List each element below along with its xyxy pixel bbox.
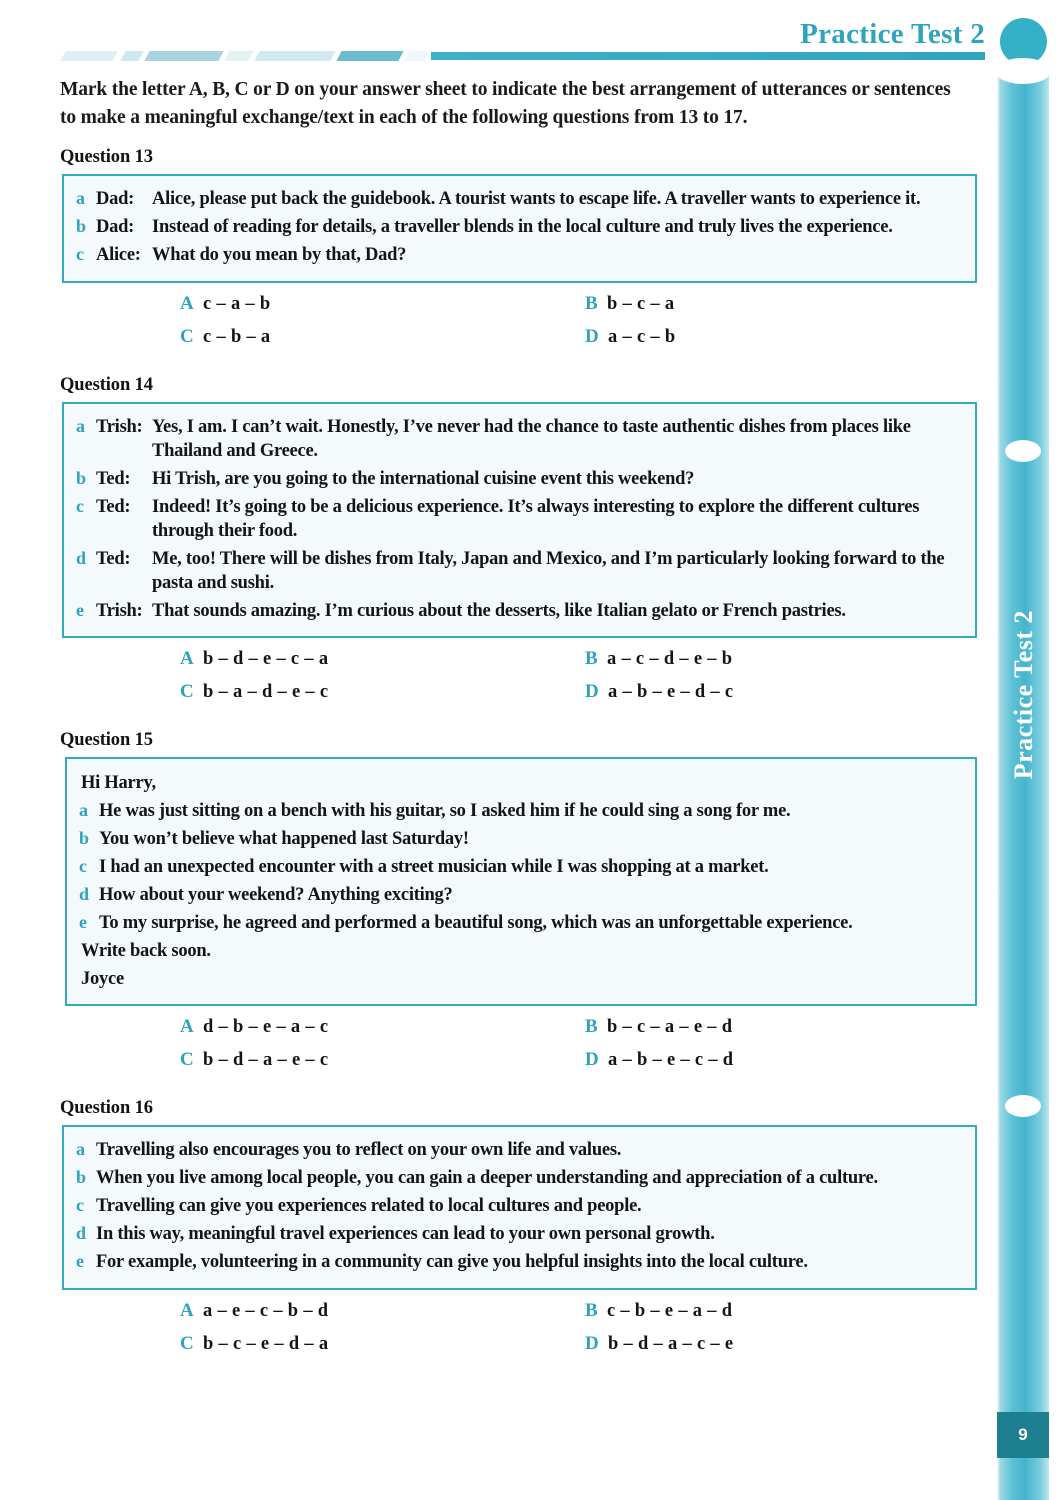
- answer-option-a[interactable]: [180, 648, 585, 681]
- utterance-text: For example, volunteering in a community can give you helpful insights into the local culture.: [96, 1252, 808, 1273]
- utterance-row: [76, 215, 961, 239]
- page-side-tab: [997, 0, 1049, 1500]
- question-box-16: [62, 1125, 977, 1289]
- utterance-row: [76, 1138, 961, 1162]
- utterance-row: [76, 467, 961, 491]
- main-content: [60, 76, 985, 1366]
- utterance-letter: e: [79, 912, 87, 933]
- answer-option-b[interactable]: [585, 1300, 990, 1333]
- answer-option-d[interactable]: [585, 1049, 990, 1082]
- utterance-text: Yes, I am. I can’t wait. Honestly, I’ve never had the chance to taste authentic dishes from places like Thailand and Greece.: [152, 416, 911, 461]
- sidebar-oval-icon-1: [1005, 440, 1041, 462]
- option-value: b – d – a – e – c: [203, 1050, 329, 1071]
- utterance-row: [76, 1166, 961, 1190]
- utterance-letter: d: [76, 1223, 86, 1244]
- option-key: D: [585, 1332, 600, 1354]
- option-value: a – e – c – b – d: [203, 1300, 329, 1321]
- header-decorative-rule: [63, 51, 985, 61]
- option-key: D: [585, 680, 600, 702]
- utterance-row: [79, 827, 961, 851]
- option-value: c – a – b: [203, 293, 271, 314]
- utterance-speaker: Ted:: [96, 548, 131, 569]
- utterance-row: [76, 1250, 961, 1274]
- answer-option-a[interactable]: [180, 1016, 585, 1049]
- letter-signature: Joyce: [81, 969, 124, 990]
- option-value: a – c – d – e – b: [606, 648, 733, 669]
- utterance-text: That sounds amazing. I’m curious about the desserts, like Italian gelato or French pastries.: [152, 600, 846, 621]
- option-key: C: [180, 680, 195, 702]
- option-value: d – b – e – a – c: [203, 1017, 329, 1038]
- question-box-15: [65, 757, 977, 1006]
- answer-options-16: [60, 1300, 975, 1366]
- instruction-paragraph: Mark the letter A, B, C or D on your answer sheet to indicate the best arrangement of utterances or sentences to make a meaningful exchange/text in each of the following questions from 13 to 17.: [60, 79, 951, 128]
- utterance-letter: b: [76, 216, 86, 237]
- answer-option-b[interactable]: [585, 648, 990, 681]
- utterance-speaker: Dad:: [96, 217, 135, 238]
- answer-option-d[interactable]: [585, 326, 990, 359]
- utterance-text: In this way, meaningful travel experiences can lead to your own personal growth.: [96, 1224, 715, 1245]
- utterance-letter: b: [76, 467, 86, 488]
- answer-option-c[interactable]: [180, 681, 585, 714]
- answer-options-14: [60, 648, 975, 714]
- utterance-row: [76, 495, 961, 543]
- utterance-text: What do you mean by that, Dad?: [152, 245, 407, 266]
- option-value: b – a – d – e – c: [203, 681, 329, 702]
- utterance-letter: b: [76, 1167, 86, 1188]
- utterance-row: [76, 599, 961, 623]
- page-number-badge: 9: [997, 1412, 1049, 1458]
- sidebar-top-notch: [995, 58, 1051, 84]
- utterance-text: Hi Trish, are you going to the international cuisine event this weekend?: [152, 468, 695, 489]
- utterance-row: [79, 799, 961, 823]
- option-value: b – d – a – c – e: [608, 1333, 734, 1354]
- sidebar-gradient-bar: [997, 66, 1049, 1500]
- option-key: A: [180, 1016, 195, 1038]
- utterance-text: Indeed! It’s going to be a delicious experience. It’s always interesting to explore the different cultures through their food.: [152, 496, 920, 541]
- utterance-letter: c: [79, 856, 87, 877]
- utterance-letter: d: [79, 884, 89, 905]
- utterance-letter: a: [76, 415, 85, 436]
- answer-option-a[interactable]: [180, 1300, 585, 1333]
- utterance-row: [76, 1222, 961, 1246]
- option-key: B: [585, 647, 598, 669]
- utterance-letter: c: [76, 1195, 84, 1216]
- utterance-speaker: Trish:: [96, 416, 143, 437]
- option-value: c – b – e – a – d: [606, 1300, 733, 1321]
- utterance-letter: a: [76, 188, 85, 209]
- answer-option-c[interactable]: [180, 1333, 585, 1366]
- option-key: A: [180, 1299, 195, 1321]
- option-value: b – c – e – d – a: [203, 1333, 329, 1354]
- answer-options-13: [60, 293, 975, 359]
- letter-signoff: Write back soon.: [81, 941, 211, 962]
- utterance-text: When you live among local people, you can gain a deeper understanding and appreciation of a culture.: [96, 1168, 878, 1189]
- letter-greeting: Hi Harry,: [81, 772, 156, 793]
- option-value: a – c – b: [608, 326, 676, 347]
- option-value: a – b – e – d – c: [608, 681, 734, 702]
- option-key: C: [180, 1049, 195, 1071]
- option-key: A: [180, 292, 195, 314]
- utterance-row: [79, 911, 961, 935]
- option-key: D: [585, 325, 600, 347]
- answer-option-c[interactable]: [180, 326, 585, 359]
- option-value: b – c – a – e – d: [606, 1017, 733, 1038]
- header-title: Practice Test 2: [800, 18, 985, 50]
- utterance-text: I had an unexpected encounter with a street musician while I was shopping at a market.: [99, 857, 769, 878]
- answer-option-b[interactable]: [585, 1016, 990, 1049]
- answer-option-a[interactable]: [180, 293, 585, 326]
- answer-option-d[interactable]: [585, 1333, 990, 1366]
- utterance-text: Travelling also encourages you to reflect on your own life and values.: [96, 1140, 622, 1161]
- utterance-text: You won’t believe what happened last Saturday!: [99, 828, 469, 849]
- sidebar-oval-icon-2: [1005, 1095, 1041, 1117]
- option-key: B: [585, 1016, 598, 1038]
- utterance-letter: c: [76, 244, 84, 265]
- answer-options-15: [60, 1016, 975, 1082]
- utterance-speaker: Ted:: [96, 496, 131, 517]
- answer-option-c[interactable]: [180, 1049, 585, 1082]
- utterance-row: [76, 187, 961, 211]
- utterance-letter: e: [76, 1251, 84, 1272]
- question-box-14: [62, 402, 977, 638]
- question-box-13: [62, 174, 977, 282]
- question-label-13: Question 13: [60, 147, 153, 168]
- utterance-letter: e: [76, 599, 84, 620]
- option-key: A: [180, 647, 195, 669]
- utterance-text: He was just sitting on a bench with his guitar, so I asked him if he could sing a song for me.: [99, 800, 791, 821]
- option-value: b – c – a: [606, 293, 675, 314]
- utterance-row: [76, 1194, 961, 1218]
- utterance-row: [79, 855, 961, 879]
- option-value: c – b – a: [203, 326, 271, 347]
- utterance-row: [76, 547, 961, 595]
- question-label-16: Question 16: [60, 1098, 153, 1119]
- utterance-text: How about your weekend? Anything exciting?: [99, 885, 453, 906]
- utterance-speaker: Ted:: [96, 468, 131, 489]
- utterance-row: [76, 243, 961, 267]
- utterance-letter: a: [79, 799, 88, 820]
- utterance-row: [79, 883, 961, 907]
- utterance-speaker: Dad:: [96, 189, 135, 210]
- utterance-text: Alice, please put back the guidebook. A tourist wants to escape life. A traveller wants to experience it.: [152, 189, 921, 210]
- utterance-text: To my surprise, he agreed and performed a beautiful song, which was an unforgettable experience.: [99, 913, 853, 934]
- option-key: B: [585, 292, 598, 314]
- utterance-letter: b: [79, 827, 89, 848]
- option-value: b – d – e – c – a: [203, 648, 329, 669]
- option-key: D: [585, 1049, 600, 1071]
- option-key: C: [180, 325, 195, 347]
- utterance-text: Travelling can give you experiences related to local cultures and people.: [96, 1196, 642, 1217]
- question-label-14: Question 14: [60, 374, 153, 395]
- option-value: a – b – e – c – d: [608, 1050, 734, 1071]
- utterance-letter: a: [76, 1139, 85, 1160]
- page-header: [60, 18, 985, 70]
- utterance-row: [76, 415, 961, 463]
- sidebar-vertical-title: Practice Test 2: [1009, 610, 1038, 780]
- utterance-speaker: Trish:: [96, 600, 143, 621]
- answer-option-b[interactable]: [585, 293, 990, 326]
- option-key: B: [585, 1299, 598, 1321]
- question-label-15: Question 15: [60, 729, 153, 750]
- utterance-letter: c: [76, 495, 84, 516]
- option-key: C: [180, 1332, 195, 1354]
- answer-option-d[interactable]: [585, 681, 990, 714]
- utterance-text: Me, too! There will be dishes from Italy, Japan and Mexico, and I’m particularly looking forward to the pasta and sushi.: [152, 548, 945, 593]
- utterance-letter: d: [76, 547, 86, 568]
- utterance-text: Instead of reading for details, a traveller blends in the local culture and truly lives the experience.: [152, 217, 893, 238]
- utterance-speaker: Alice:: [96, 245, 141, 266]
